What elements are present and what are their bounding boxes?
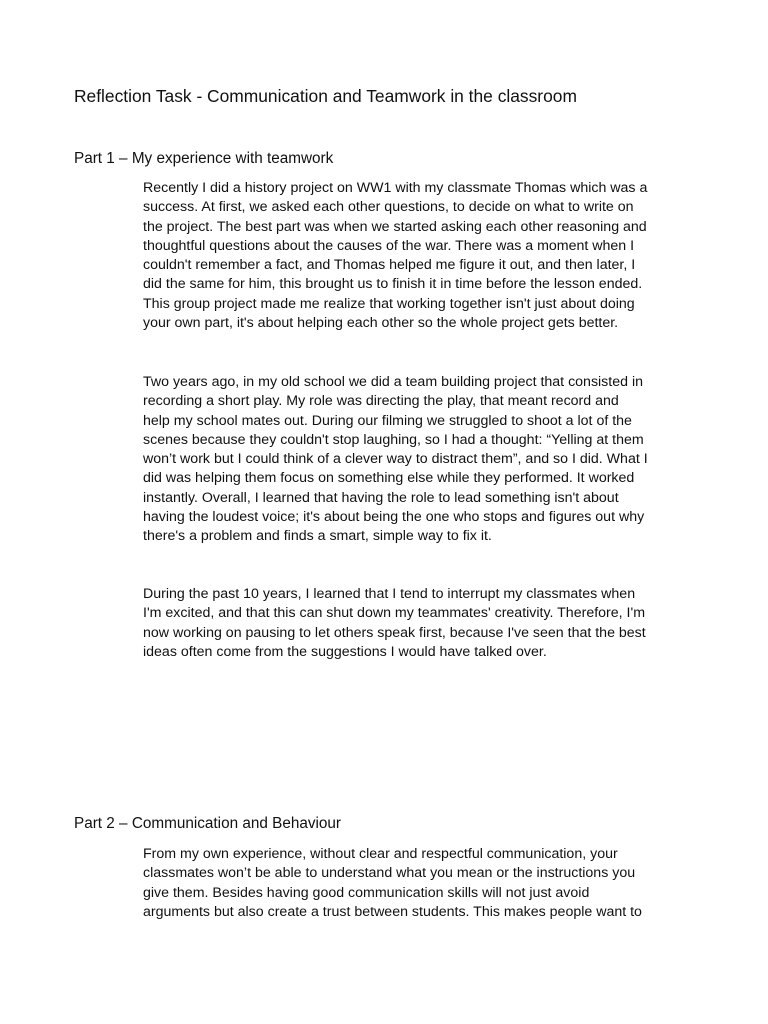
part2-paragraph-1	[143, 845, 642, 922]
part1-heading: Part 1 – My experience with teamwork	[74, 150, 334, 167]
paragraph-line: won’t work but I could think of a clever way to distract them”, and so I did. What I	[143, 451, 648, 468]
paragraph-line: scenes because they couldn't stop laughing, so I had a thought: “Yelling at them	[143, 431, 644, 448]
paragraph-line: thoughtful questions about the causes of the war. There was a moment when I	[143, 237, 635, 254]
paragraph-line: your own part, it's about helping each other so the whole project gets better.	[143, 315, 619, 332]
paragraph-line: Recently I did a history project on WW1 with my classmate Thomas which was a	[143, 180, 648, 196]
paragraph-line: the project. The best part was when we started asking each other reasoning and	[143, 218, 647, 235]
paragraph-line: did was helping them focus on something else while they performed. It worked	[143, 470, 635, 487]
paragraph-line: couldn't remember a fact, and Thomas helped me figure it out, and then later, I	[143, 257, 636, 274]
paragraph-line: success. At first, we asked each other questions, to decide on what to write on	[143, 199, 634, 216]
part1-paragraph-3	[143, 585, 646, 662]
document-title: Reflection Task - Communication and Teamwork in the classroom	[74, 86, 577, 106]
paragraph-line: did the same for him, this brought us to finish it in time before the lesson ended.	[143, 276, 643, 293]
paragraph-line: This group project made me realize that working together isn't just about doing	[143, 295, 635, 312]
paragraph-line: instantly. Overall, I learned that having the role to lead something isn't about	[143, 489, 619, 506]
paragraph-line: having the loudest voice; it's about being the one who stops and figures out why	[143, 509, 645, 526]
paragraph-line: During the past 10 years, I learned that I tend to interrupt my classmates when	[143, 586, 636, 602]
part2-heading: Part 2 – Communication and Behaviour	[74, 815, 341, 832]
paragraph-line: help my school mates out. During our filming we struggled to shoot a lot of the	[143, 412, 632, 429]
paragraph-line: ideas often come from the suggestions I would have talked over.	[143, 643, 547, 660]
paragraph-line: classmates won’t be able to understand what you mean or the instructions you	[143, 865, 636, 882]
paragraph-line: arguments but also create a trust between students. This makes people want to	[143, 903, 642, 920]
part1-paragraph-1	[143, 179, 647, 333]
paragraph-line: Two years ago, in my old school we did a team building project that consisted in	[143, 374, 643, 390]
part1-paragraph-2	[143, 373, 648, 547]
paragraph-line: From my own experience, without clear and respectful communication, your	[143, 846, 618, 862]
paragraph-line: there's a problem and finds a smart, simple way to fix it.	[143, 528, 492, 545]
paragraph-line: now working on pausing to let others speak first, because I've seen that the best	[143, 624, 646, 641]
paragraph-line: recording a short play. My role was directing the play, that meant record and	[143, 393, 619, 410]
paragraph-line: I'm excited, and that this can shut down my teammates' creativity. Therefore, I'm	[143, 605, 646, 622]
paragraph-line: give them. Besides having good communication skills will not just avoid	[143, 884, 590, 901]
